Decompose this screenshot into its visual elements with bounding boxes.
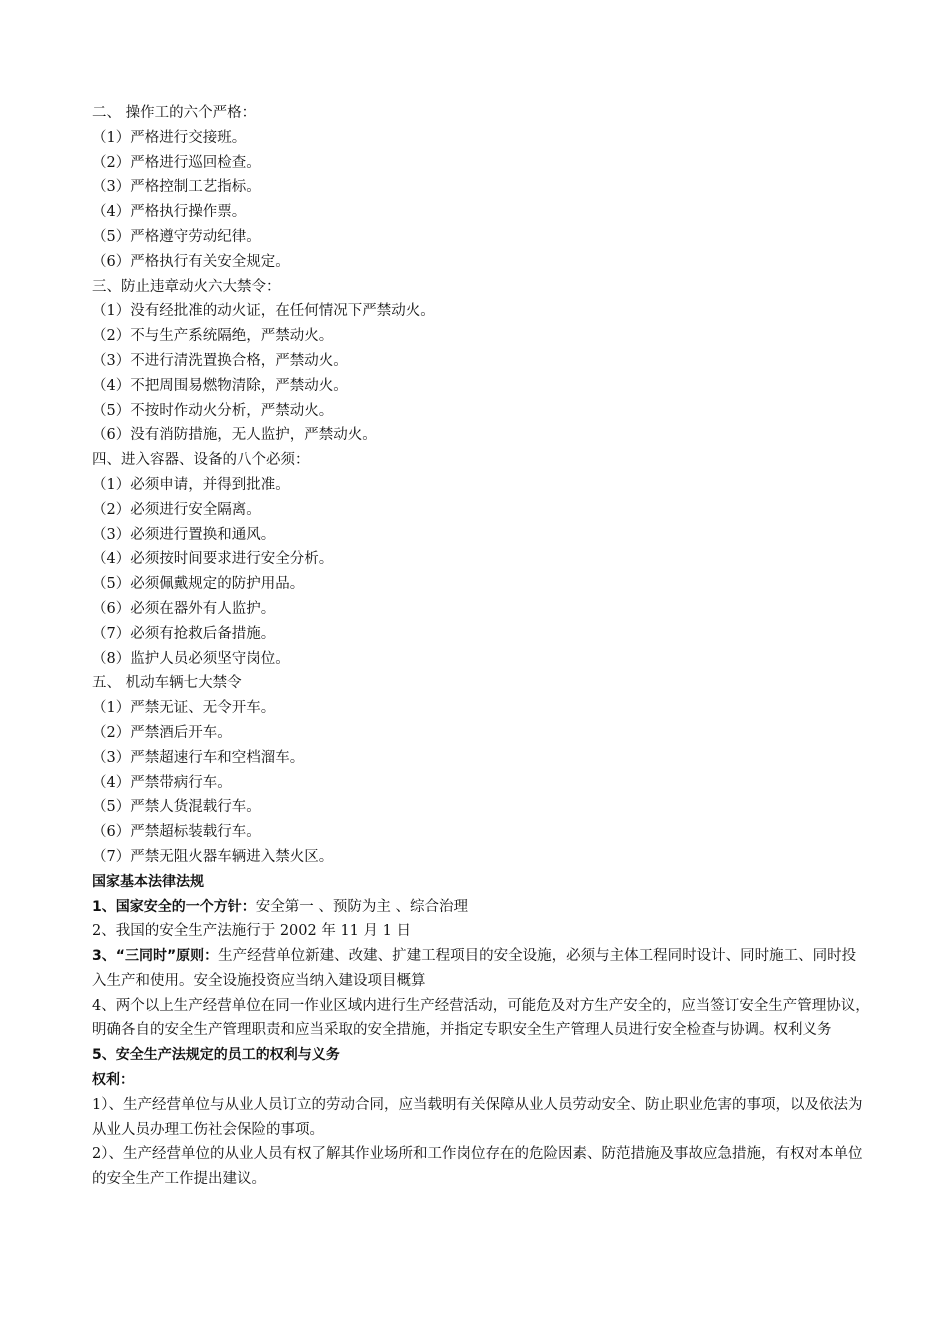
list-item: （4）严格执行操作票。 [92,204,247,221]
list-item: （4）不把周围易燃物清除，严禁动火。 [92,377,348,394]
law-p3-label: 3、“三同时”原则： [92,948,219,965]
list-item: （2）严格进行巡回检查。 [92,154,261,171]
law-paragraph-4: 4、两个以上生产经营单位在同一作业区域内进行生产经营活动，可能危及对方生产安全的，应当签订安全生产管理协议，明确各自的安全生产管理职责和应当采取的安全措施，并指定专职安全生产管理人员进行安全检查与协调。权利义务 [92,997,870,1039]
rights-title: 权利： [92,1072,134,1089]
section-heading-5: 五、 机动车辆七大禁令 [92,675,242,692]
list-item: （7）必须有抢救后备措施。 [92,625,276,642]
list-item: （2）不与生产系统隔绝，严禁动火。 [92,328,334,345]
list-item: （6）严禁超标装载行车。 [92,824,261,841]
list-item: （7）严禁无阻火器车辆进入禁火区。 [92,848,334,865]
list-item: （3）严禁超速行车和空档溜车。 [92,749,305,766]
law-paragraph-2: 2、我国的安全生产法施行于 2002 年 11 月 1 日 [92,923,411,940]
list-item: （5）必须佩戴规定的防护用品。 [92,576,305,593]
section-heading-3: 三、防止违章动火六大禁令： [92,278,281,295]
rights-item-2: 2）、生产经营单位的从业人员有权了解其作业场所和工作岗位存在的危险因素、防范措施及事故应急措施，有权对本单位的安全生产工作提出建议。 [92,1146,863,1188]
law-p1-label: 1、国家安全的一个方针： [92,898,256,915]
law-paragraph-3 [92,944,870,994]
list-item: （4）严禁带病行车。 [92,774,232,791]
list-item: （1）没有经批准的动火证，在任何情况下严禁动火。 [92,303,435,320]
list-item: （2）必须进行安全隔离。 [92,501,261,518]
list-item: （6）没有消防措施，无人监护，严禁动火。 [92,427,377,444]
section-heading-4: 四、进入容器、设备的八个必须： [92,452,310,469]
list-item: （5）严禁人货混载行车。 [92,799,261,816]
law-p1-text: 安全第一 、预防为主 、综合治理 [255,898,468,915]
list-item: （4）必须按时间要求进行安全分析。 [92,551,334,568]
list-item: （8）监护人员必须坚守岗位。 [92,650,290,667]
list-item: （6）必须在器外有人监护。 [92,600,276,617]
list-item: （3）不进行清洗置换合格，严禁动火。 [92,352,348,369]
section-heading-2: 二、 操作工的六个严格： [92,105,257,121]
list-item: （5）严格遵守劳动纪律。 [92,228,261,245]
list-item: （5）不按时作动火分析，严禁动火。 [92,402,334,419]
law-title: 国家基本法律法规 [92,873,204,890]
list-item: （3）严格控制工艺指标。 [92,179,261,196]
list-item: （1）必须申请，并得到批准。 [92,476,290,493]
law-paragraph-5-title: 5、安全生产法规定的员工的权利与义务 [92,1047,340,1064]
law-paragraph-1 [92,895,870,920]
list-item: （1）严格进行交接班。 [92,129,247,146]
law-p3-text: 生产经营单位新建、改建、扩建工程项目的安全设施，必须与主体工程同时设计、同时施工、同时投入生产和使用。安全设施投资应当纳入建设项目概算 [92,948,857,989]
list-item: （6）严格执行有关安全规定。 [92,253,290,270]
list-item: （3）必须进行置换和通风。 [92,526,276,543]
list-item: （2）严禁酒后开车。 [92,724,232,741]
rights-item-1: 1）、生产经营单位与从业人员订立的劳动合同，应当载明有关保障从业人员劳动安全、防止职业危害的事项，以及依法为从业人员办理工伤社会保险的事项。 [92,1096,863,1138]
list-item: （1）严禁无证、无令开车。 [92,700,276,717]
